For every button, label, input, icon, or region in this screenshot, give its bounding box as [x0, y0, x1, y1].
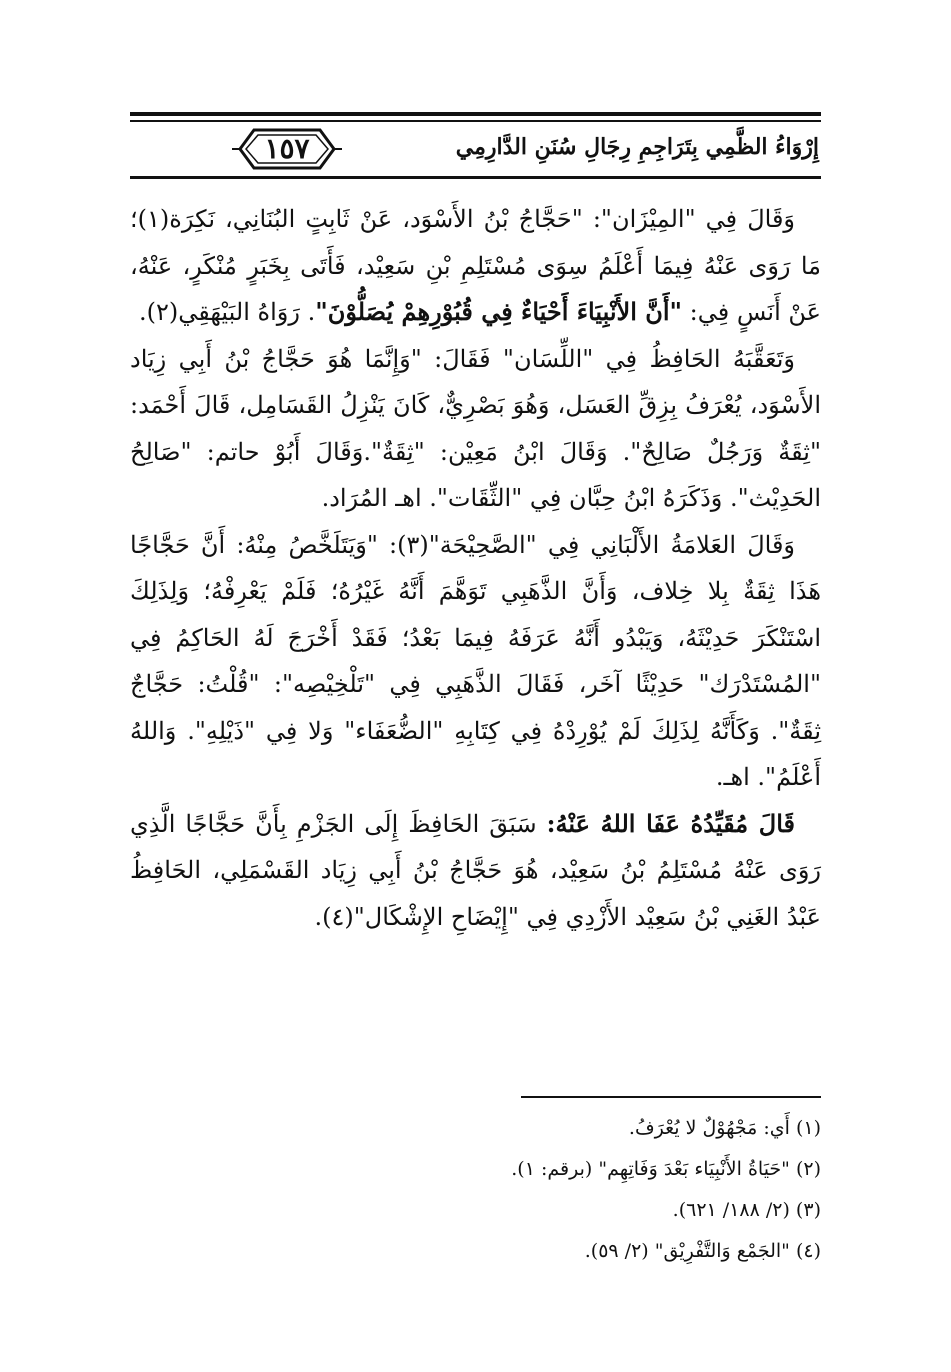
paragraph-1-hadith: "أَنَّ الأَنْبِيَاءَ أَحْيَاءٌ فِي قُبُوْرِهِمْ يُصَلُّوْنَ": [315, 297, 683, 326]
page-number: ١٥٧: [264, 132, 310, 165]
header-rule-thin: [130, 120, 821, 122]
footnote-3: (٣) (٢/ ١٨٨/ ٦٢١).: [672, 1199, 821, 1221]
running-title: إِرْوَاءُ الظَّمِي بِتَرَاجِمِ رِجَالِ سُنَنِ الدَّارِمِي: [455, 134, 819, 160]
paragraph-4: [130, 801, 821, 941]
paragraph-2: وَتَعَقَّبَهُ الحَافِظُ فِي "اللِّسَان" فَقَالَ: "وَإِنَّمَا هُوَ حَجَّاجُ بْنُ أَبِي زِيَاد الأَسْوَد، يُعْرَفُ بِزِقِّ العَسَل، وَهُوَ بَصْرِيٌّ، كَانَ يَنْزِلُ القَسَامِل، قَالَ أَحْمَد: "ثِقَةٌ وَرَجُلٌ صَالِحٌ". وَقَالَ ابْنُ مَعِيْن: "ثِقَةٌ".وَقَالَ أَبُوْ حاتم: "صَالِحُ الحَدِيْث". وَذَكَرَهُ ابْنُ حِبَّان فِي "الثِّقَات". اهـ المُرَاد.: [130, 344, 822, 512]
paragraph-4-tail: سَبَقَ الحَافِظَ إِلَى الجَزْمِ بِأَنَّ حَجَّاجًا الَّذِي رَوَى عَنْهُ مُسْتَلِمُ بْنُ سَعِيْد، هُوَ حَجَّاجُ بْنُ أَبِي زِيَاد القَسْمَلِي، الحَافِظُ عَبْدُ الغَنِي بْنُ سَعِيْد الأَزْدِي فِي "إِيْضَاحِ الإِشْكَال"(٤).: [130, 809, 822, 931]
main-text: [130, 196, 821, 940]
paragraph-4-lead: قَالَ مُقَيِّدُهُ عَفَا اللهُ عَنْهُ:: [546, 808, 795, 838]
footnote-4: (٤) "الجَمْع وَالتَّفْرِيْق" (٢/ ٥٩).: [584, 1240, 821, 1262]
header-rule-bottom: [130, 176, 821, 179]
header-rule-thick: [130, 112, 821, 116]
paragraph-3: وَقَالَ العَلامَةُ الأَلْبَانِي فِي "الصَّحِيْحَة"(٣): "وَيَتَلَخَّصُ مِنْهُ: أَنَّ حَجَّاجًا هَذَا ثِقَةٌ بِلا خِلاف، وَأَنَّ الذَّهَبِي تَوَهَّمَ أَنَّهُ غَيْرُهُ؛ فَلَمْ يَعْرِفْهُ؛ وَلِذَلِكَ اسْتَنْكَرَ حَدِيْثَهُ، وَيَبْدُو أَنَّهُ عَرَفَهُ فِيمَا بَعْدُ؛ فَقَدْ أَخْرَجَ لَهُ الحَاكِمُ فِي "المُسْتَدْرَك" حَدِيْثًا آخَر، فَقَالَ الذَّهَبِي فِي "تَلْخِيْصِه": "قُلْتُ: حَجَّاجٌ ثِقَةٌ". وَكَأَنَّهُ لِذَلِكَ لَمْ يُوْرِدْهُ فِي كِتَابِهِ "الضُّعَفَاء" وَلا فِي "ذَيْلِهِ". وَاللهُ أَعْلَمُ". اهـ.: [130, 530, 821, 791]
footnote-2: (٢) "حَيَاةُ الأَنْبِيَاء بَعْدَ وَفَاتِهِم" (برقم: ١).: [511, 1158, 821, 1180]
paragraph-1-tail: . رَوَاهُ البَيْهَقِي(٢).: [138, 298, 316, 326]
paragraph-1: [130, 196, 821, 336]
footnotes: [300, 1108, 821, 1272]
footnote-1: (١) أَي: مَجْهُوْلٌ لا يُعْرَفُ.: [628, 1117, 821, 1139]
page-number-ornament: [232, 124, 342, 174]
footnote-separator: [521, 1096, 821, 1098]
paragraph-1-lead: وَقَالَ فِي "المِيْزَان": "حَجَّاجُ بْنُ الأَسْوَد، عَنْ ثَابِتٍ البُنَانِي، نَكِرَة(١)؛ مَا رَوَى عَنْهُ فِيمَا أَعْلَمُ سِوَى مُسْتَلِمِ بْنِ سَعِيْد، فَأَتَى بِخَبَرٍ مُنْكَرٍ، عَنْهُ، عَنْ أَنَسٍ فِي:: [130, 205, 821, 326]
